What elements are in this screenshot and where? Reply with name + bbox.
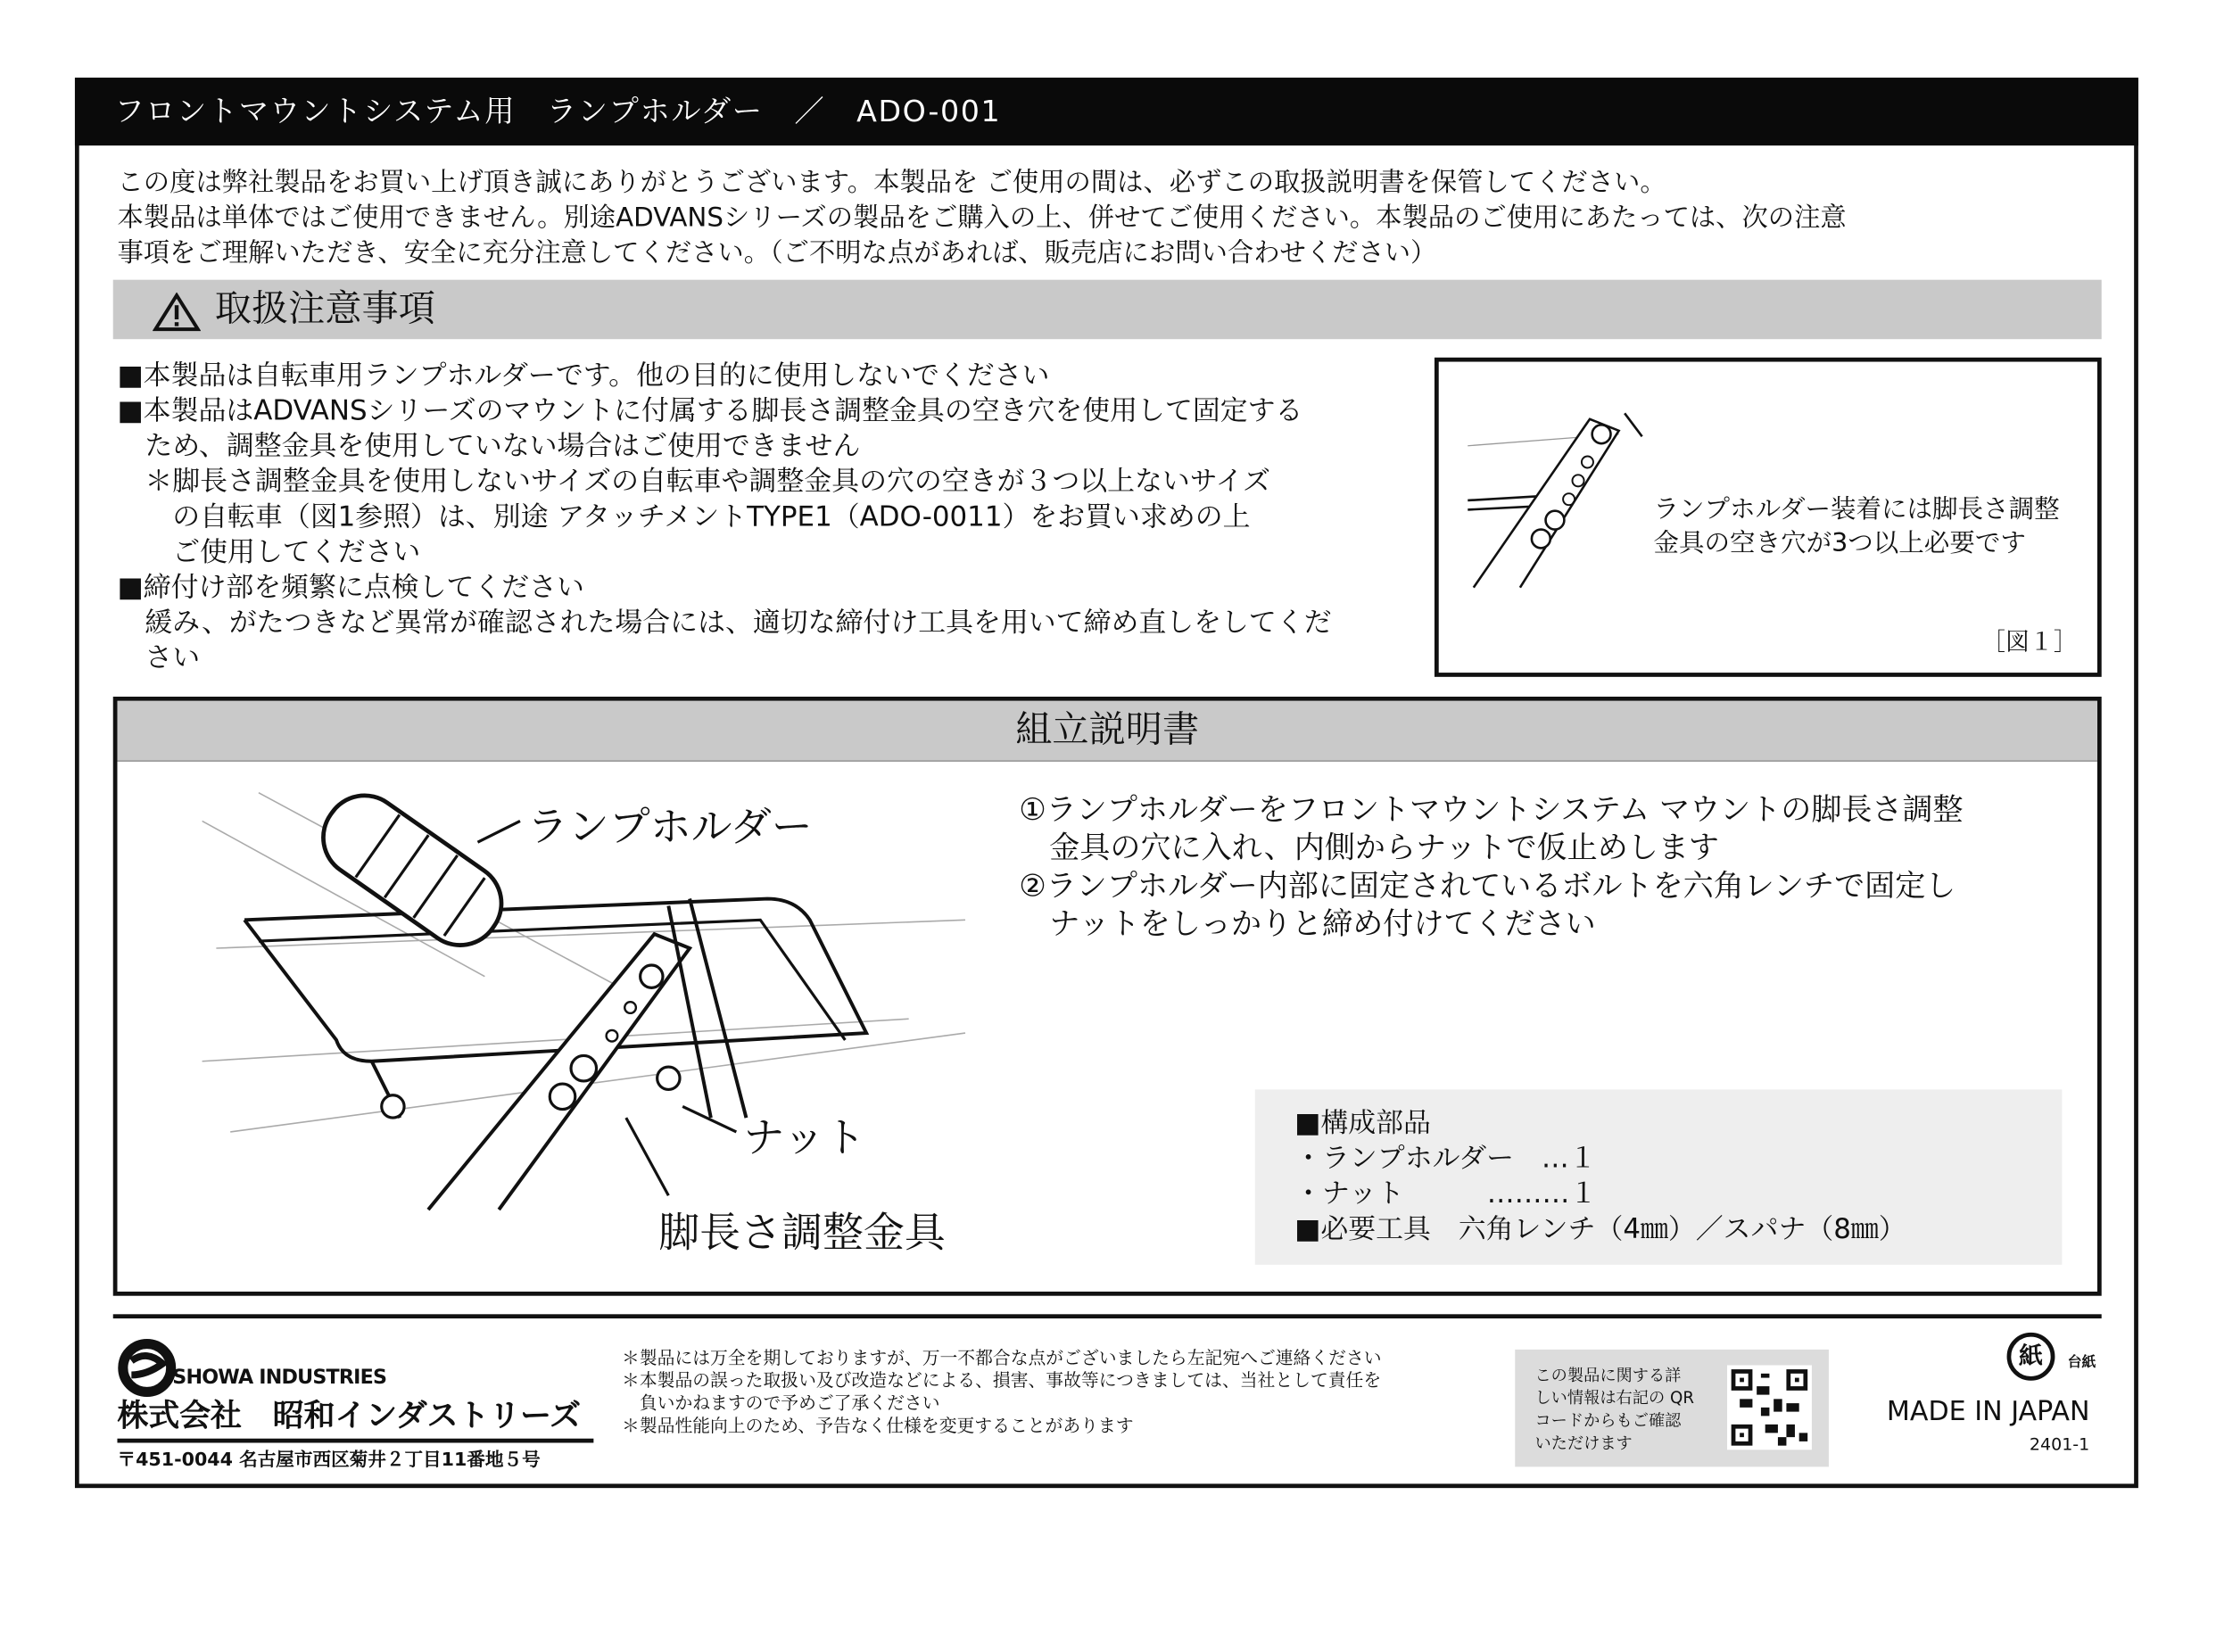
caution-title: 取扱注意事項	[214, 288, 435, 331]
caption-line: ランプホルダー装着には脚長さ調整	[1653, 494, 2060, 525]
footer-note: ＊製品性能向上のため、予告なく仕様を変更することがあります	[622, 1414, 1134, 1436]
parts-item: ■構成部品	[1294, 1106, 1431, 1139]
footer-note: 負いかねますので予めご了承ください	[622, 1392, 940, 1414]
recycle-label: 紙	[2019, 1342, 2043, 1371]
step-line: ①ランプホルダーをフロントマウントシステム マウントの脚長さ調整	[1019, 792, 1964, 829]
qr-info-box	[1515, 1350, 1829, 1466]
company-address: 〒451-0044 名古屋市西区菊井２丁目11番地５号	[117, 1450, 541, 1472]
intro-text	[117, 165, 1846, 271]
intro-line: 本製品は単体ではご使用できません。別途ADVANSシリーズの製品をご購入の上、併せてご使用ください。本製品のご使用にあたっては、次の注意	[117, 203, 1847, 234]
parts-list	[1255, 1089, 2063, 1264]
recycle-sub-label: 台紙	[2067, 1355, 2096, 1371]
step-line: 金具の穴に入れ、内側からナットで仮止めします	[1019, 830, 1719, 867]
caution-item: ■本製品はADVANSシリーズのマウントに付属する脚長さ調整金具の空き穴を使用して固定する	[117, 393, 1303, 427]
qr-text-line: しい情報は右記の QR	[1534, 1387, 1694, 1408]
footer-note: ＊製品には万全を期しておりますが、万一不都合な点がございましたら左記宛へご連絡ください	[622, 1346, 1382, 1368]
caution-header	[113, 280, 2102, 340]
parts-item: ■必要工具 六角レンチ（4㎜）／スパナ（8㎜）	[1294, 1212, 1906, 1245]
caution-item: ため、調整金具を使用していない場合はご使用できません	[117, 429, 861, 463]
made-in-japan: MADE IN JAPAN	[1886, 1396, 2090, 1428]
caution-item: ■本製品は自転車用ランプホルダーです。他の目的に使用しないでください	[117, 359, 1050, 392]
assembly-steps	[1019, 791, 1963, 944]
qr-text-line: いただけます	[1534, 1433, 1633, 1453]
caution-item: さい	[117, 641, 201, 674]
label-lamp-holder: ランプホルダー	[526, 802, 813, 851]
footer-note: ＊本製品の誤った取扱い及び改造などによる、損害、事故等につきましては、当社として責任を	[622, 1369, 1382, 1391]
showa-logo-icon	[117, 1338, 177, 1398]
page-title: フロントマウントシステム用 ランプホルダー ／ ADO-001	[75, 78, 2138, 145]
parts-item: ・ナット ………１	[1294, 1177, 1598, 1210]
label-nut: ナット	[743, 1113, 866, 1162]
caution-item: ご使用してください	[117, 535, 421, 568]
parts-item: ・ランプホルダー …１	[1294, 1142, 1597, 1175]
intro-line: 事項をご理解いただき、安全に充分注意してください。（ご不明な点があれば、販売店にお問い合わせください）	[117, 238, 1437, 268]
figure-1-caption	[1654, 493, 2060, 561]
bracket-illustration	[1439, 390, 1648, 599]
qr-text-line: この製品に関する詳	[1534, 1365, 1682, 1385]
caution-item: 緩み、がたつきなど異常が確認された場合には、適切な締付け工具を用いて締め直しをしてくだ	[117, 606, 1332, 640]
company-name-en: SHOWA INDUSTRIES	[172, 1366, 387, 1390]
qr-info-text	[1534, 1364, 1694, 1454]
document-code: 2401-1	[2029, 1433, 2090, 1455]
assembly-section	[113, 697, 2102, 1296]
qr-code[interactable]	[1727, 1365, 1812, 1450]
figure-1-label: ［図１］	[1981, 628, 2078, 657]
paper-recycle-icon	[2007, 1333, 2055, 1381]
warning-icon	[153, 293, 201, 332]
caution-item: ＊脚長さ調整金具を使用しないサイズの自転車や調整金具の穴の空きが３つ以上ないサイズ	[117, 465, 1271, 498]
footer-divider	[113, 1314, 2102, 1318]
label-bracket: 脚長さ調整金具	[658, 1208, 946, 1257]
step-line: ②ランプホルダー内部に固定されているボルトを六角レンチで固定し	[1019, 869, 1956, 904]
step-line: ナットをしっかりと締め付けてください	[1019, 907, 1596, 943]
footer-notes	[622, 1347, 1382, 1437]
caption-line: 金具の空き穴が3つ以上必要です	[1653, 528, 2026, 558]
company-name-jp: 株式会社 昭和インダストリーズ	[117, 1392, 593, 1442]
caution-item: の自転車（図1参照）は、別途 アタッチメントTYPE1（ADO-0011）をお買い求めの上	[117, 500, 1251, 533]
qr-text-line: コードからもご確認	[1534, 1410, 1682, 1431]
assembly-title: 組立説明書	[117, 701, 2096, 762]
intro-line: この度は弊社製品をお買い上げ頂き誠にありがとうございます。本製品を ご使用の間は、必ずこの取扱説明書を保管してください。	[117, 168, 1666, 198]
figure-1	[1435, 358, 2102, 677]
caution-item: ■締付け部を頻繁に点検してください	[117, 571, 584, 604]
caution-list	[117, 358, 1331, 675]
